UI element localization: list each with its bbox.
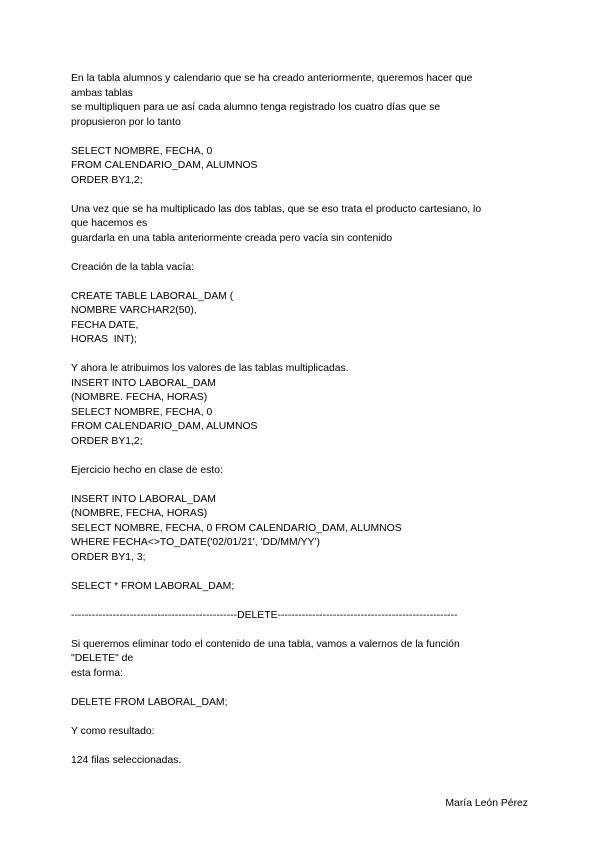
text-line: que hacemos es (71, 218, 148, 229)
author-signature: María León Pérez (445, 798, 528, 809)
paragraph (71, 145, 531, 189)
paragraph (71, 493, 531, 566)
paragraph (71, 638, 531, 682)
text-line: ORDER BY1,2; (71, 174, 143, 186)
text-line: Y como resultado: (71, 725, 155, 737)
text-line: NOMBRE VARCHAR2(50), (71, 305, 197, 316)
paragraph (71, 754, 531, 769)
paragraph (71, 609, 531, 624)
text-line: (NOMBRE. FECHA, HORAS) (71, 392, 208, 403)
text-line: DELETE FROM LABORAL_DAM; (71, 696, 228, 708)
text-line: FROM CALENDARIO_DAM, ALUMNOS (71, 160, 258, 171)
text-line: Una vez que se ha multiplicado las dos tablas, que se eso trata el producto cartesiano, lo (71, 203, 482, 215)
text-line: SELECT * FROM LABORAL_DAM; (71, 580, 235, 592)
text-line: CREATE TABLE LABORAL_DAM ( (71, 290, 234, 302)
text-line: SELECT NOMBRE, FECHA, 0 (71, 406, 213, 418)
text-line: Si queremos eliminar todo el contenido de una tabla, vamos a valernos de la función (71, 638, 460, 650)
paragraph (71, 464, 531, 479)
text-line: FROM CALENDARIO_DAM, ALUMNOS (71, 421, 258, 432)
text-line: ambas tablas (71, 87, 133, 99)
text-line: Y ahora le atribuimos los valores de las tablas multiplicadas. (71, 363, 349, 374)
text-line: En la tabla alumnos y calendario que se ha creado anteriormente, queremos hacer que (71, 73, 473, 84)
text-line: FECHA DATE, (71, 319, 139, 331)
text-line: SELECT NOMBRE, FECHA, 0 FROM CALENDARIO_DAM, ALUMNOS (71, 522, 402, 534)
text-line: SELECT NOMBRE, FECHA, 0 (71, 145, 213, 157)
text-line: WHERE FECHA<>TO_DATE('02/01/21', 'DD/MM/YY') (71, 537, 320, 548)
text-line: se multipliquen para ue así cada alumno tenga registrado los cuatro días que se (71, 102, 441, 113)
text-line: propusieron por lo tanto (71, 116, 181, 128)
text-line: ------------------------------------------------DELETE---------------------------------------------------- (71, 609, 458, 621)
text-line: Creación de la tabla vacía: (71, 261, 195, 273)
text-line: ORDER BY1, 3; (71, 551, 146, 563)
text-line: "DELETE" de (71, 653, 134, 664)
text-line: Ejercicio hecho en clase de esto: (71, 464, 223, 476)
text-line: esta forma: (71, 667, 123, 679)
paragraph (71, 290, 531, 348)
text-line: ORDER BY1,2; (71, 435, 143, 447)
document-body (71, 72, 531, 783)
text-line: guardarla en una tabla anteriormente creada pero vacía sin contenido (71, 232, 393, 244)
paragraph (71, 72, 531, 130)
text-line: 124 filas seleccionadas. (71, 754, 182, 766)
paragraph (71, 203, 531, 247)
paragraph (71, 261, 531, 276)
text-line: INSERT INTO LABORAL_DAM (71, 377, 216, 389)
text-line: (NOMBRE, FECHA, HORAS) (71, 508, 208, 519)
text-line: HORAS INT); (71, 334, 137, 345)
paragraph (71, 362, 531, 449)
paragraph (71, 725, 531, 740)
paragraph (71, 696, 531, 711)
text-line: INSERT INTO LABORAL_DAM (71, 493, 216, 505)
paragraph (71, 580, 531, 595)
